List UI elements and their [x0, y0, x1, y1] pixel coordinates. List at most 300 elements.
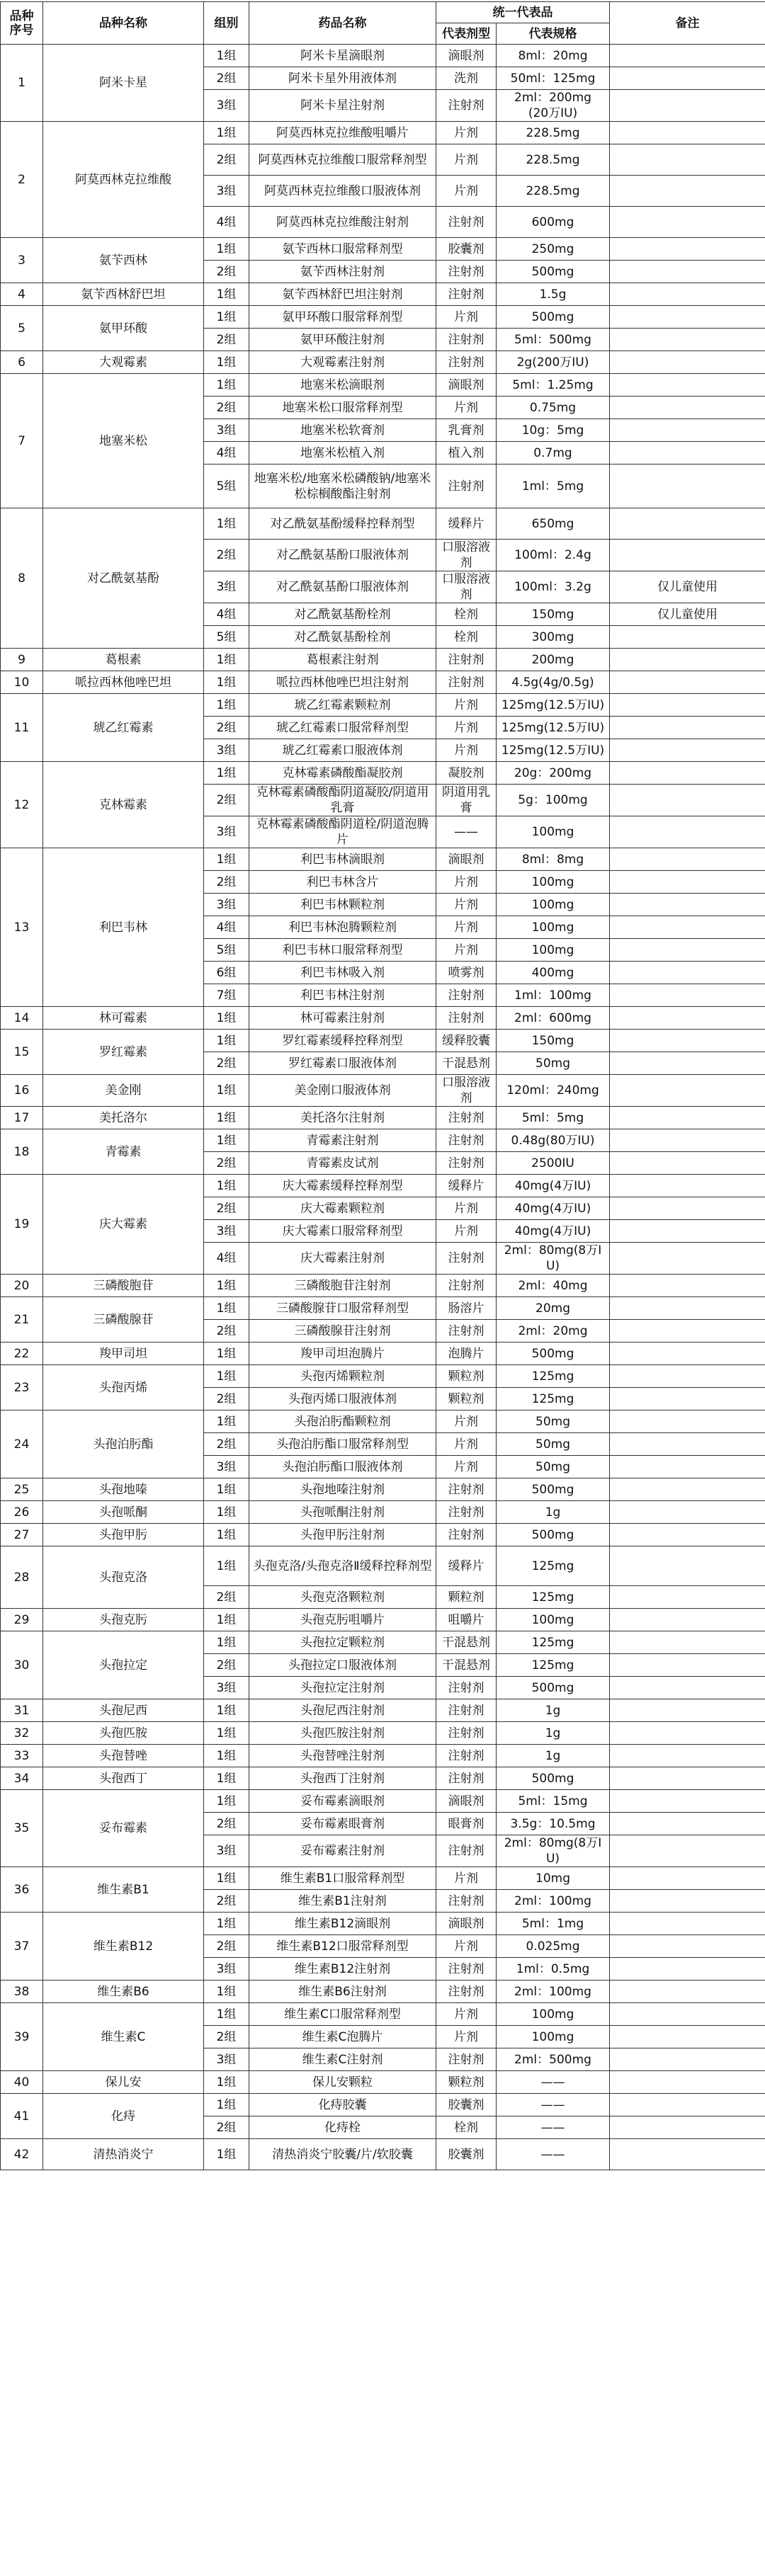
drug-name-cell: 阿米卡星滴眼剂 [249, 45, 436, 67]
variety-seq-cell: 11 [1, 694, 43, 762]
note-cell [610, 1546, 765, 1586]
dosage-form-cell: 片剂 [436, 939, 497, 962]
spec-cell: 500mg [497, 1478, 610, 1501]
variety-name-cell: 克林霉素 [43, 762, 204, 848]
table-row [1, 1790, 765, 1813]
drug-name-cell: 化痔栓 [249, 2116, 436, 2139]
drug-name-cell: 阿莫西林克拉维酸注射剂 [249, 207, 436, 238]
spec-cell: 150mg [497, 603, 610, 626]
note-cell [610, 1501, 765, 1524]
dosage-form-cell: 缓释片 [436, 1546, 497, 1586]
note-cell [610, 67, 765, 90]
spec-cell: 125mg [497, 1586, 610, 1609]
drug-name-cell: 林可霉素注射剂 [249, 1007, 436, 1030]
table-row [1, 1478, 765, 1501]
dosage-form-cell: 注射剂 [436, 1958, 497, 1981]
table-row [1, 1981, 765, 2003]
group-cell: 1组 [204, 1030, 249, 1052]
drug-name-cell: 头孢泊肟酯口服液体剂 [249, 1456, 436, 1478]
dosage-form-cell: 喷雾剂 [436, 962, 497, 984]
group-cell: 2组 [204, 2026, 249, 2048]
spec-cell: 228.5mg [497, 176, 610, 207]
variety-name-cell: 维生素B1 [43, 1867, 204, 1913]
spec-cell: 125mg(12.5万IU) [497, 694, 610, 717]
group-cell: 3组 [204, 90, 249, 122]
dosage-form-cell: 栓剂 [436, 626, 497, 649]
group-cell: 1组 [204, 2003, 249, 2026]
table-row [1, 848, 765, 871]
spec-cell: 2ml：600mg [497, 1007, 610, 1030]
variety-seq-cell: 42 [1, 2139, 43, 2170]
dosage-form-cell: 注射剂 [436, 1007, 497, 1030]
table-row [1, 374, 765, 397]
spec-cell: 5ml：5mg [497, 1107, 610, 1129]
note-cell [610, 1456, 765, 1478]
group-cell: 4组 [204, 916, 249, 939]
variety-name-cell: 大观霉素 [43, 351, 204, 374]
dosage-form-cell: 片剂 [436, 122, 497, 144]
note-cell [610, 122, 765, 144]
dosage-form-cell: 注射剂 [436, 1677, 497, 1699]
note-cell [610, 2003, 765, 2026]
drug-name-cell: 维生素B12注射剂 [249, 1958, 436, 1981]
header-note: 备注 [610, 2, 765, 45]
group-cell: 2组 [204, 1813, 249, 1835]
variety-name-cell: 利巴韦林 [43, 848, 204, 1007]
drug-name-cell: 三磷酸腺苷口服常释剂型 [249, 1297, 436, 1320]
note-cell [610, 1410, 765, 1433]
group-cell: 2组 [204, 261, 249, 283]
spec-cell: 10g：5mg [497, 419, 610, 442]
note-cell [610, 671, 765, 694]
drug-name-cell: 氨甲环酸注射剂 [249, 329, 436, 351]
drug-name-cell: 美金刚口服液体剂 [249, 1075, 436, 1107]
spec-cell: 20mg [497, 1297, 610, 1320]
group-cell: 1组 [204, 1478, 249, 1501]
dosage-form-cell: 片剂 [436, 1456, 497, 1478]
table-row [1, 1745, 765, 1767]
dosage-form-cell: 注射剂 [436, 1243, 497, 1275]
group-cell: 1组 [204, 1699, 249, 1722]
spec-cell: 1g [497, 1722, 610, 1745]
dosage-form-cell: 片剂 [436, 717, 497, 739]
note-cell [610, 816, 765, 848]
dosage-form-cell: 注射剂 [436, 329, 497, 351]
drug-name-cell: 头孢拉定口服液体剂 [249, 1654, 436, 1677]
spec-cell: 50mg [497, 1052, 610, 1075]
variety-seq-cell: 25 [1, 1478, 43, 1501]
spec-cell: 650mg [497, 508, 610, 540]
table-row [1, 1699, 765, 1722]
dosage-form-cell: 缓释胶囊 [436, 1030, 497, 1052]
table-row [1, 1609, 765, 1631]
group-cell: 1组 [204, 1501, 249, 1524]
group-cell: 1组 [204, 694, 249, 717]
group-cell: 6组 [204, 962, 249, 984]
spec-cell: 100ml：2.4g [497, 540, 610, 571]
dosage-form-cell: 注射剂 [436, 1835, 497, 1867]
spec-cell: 150mg [497, 1030, 610, 1052]
dosage-form-cell: 片剂 [436, 1197, 497, 1220]
group-cell: 2组 [204, 397, 249, 419]
note-cell [610, 45, 765, 67]
note-cell [610, 1745, 765, 1767]
variety-seq-cell: 5 [1, 306, 43, 351]
dosage-form-cell: 注射剂 [436, 2048, 497, 2071]
variety-name-cell: 哌拉西林他唑巴坦 [43, 671, 204, 694]
table-row [1, 671, 765, 694]
drug-name-cell: 头孢克肟咀嚼片 [249, 1609, 436, 1631]
dosage-form-cell: 口服溶液剂 [436, 1075, 497, 1107]
dosage-form-cell: 注射剂 [436, 1722, 497, 1745]
note-cell [610, 1343, 765, 1365]
spec-cell: 0.7mg [497, 442, 610, 465]
drug-name-cell: 头孢哌酮注射剂 [249, 1501, 436, 1524]
dosage-form-cell: 干混悬剂 [436, 1631, 497, 1654]
variety-name-cell: 地塞米松 [43, 374, 204, 508]
table-row [1, 1501, 765, 1524]
group-cell: 1组 [204, 1609, 249, 1631]
table-row [1, 2139, 765, 2170]
note-cell [610, 508, 765, 540]
dosage-form-cell: 注射剂 [436, 465, 497, 508]
variety-seq-cell: 22 [1, 1343, 43, 1365]
note-cell [610, 1243, 765, 1275]
group-cell: 3组 [204, 1958, 249, 1981]
variety-seq-cell: 7 [1, 374, 43, 508]
drug-name-cell: 头孢泊肟酯口服常释剂型 [249, 1433, 436, 1456]
variety-seq-cell: 37 [1, 1913, 43, 1981]
note-cell [610, 1586, 765, 1609]
table-row [1, 1275, 765, 1297]
spec-cell: 10mg [497, 1867, 610, 1890]
note-cell [610, 351, 765, 374]
drug-name-cell: 阿莫西林克拉维酸口服常释剂型 [249, 144, 436, 176]
drug-name-cell: 头孢克洛/头孢克洛Ⅱ缓释控释剂型 [249, 1546, 436, 1586]
drug-name-cell: 妥布霉素滴眼剂 [249, 1790, 436, 1813]
drug-name-cell: 对乙酰氨基酚口服液体剂 [249, 571, 436, 603]
dosage-form-cell: 滴眼剂 [436, 45, 497, 67]
spec-cell: 5ml：15mg [497, 1790, 610, 1813]
group-cell: 1组 [204, 508, 249, 540]
spec-cell: 120ml：240mg [497, 1075, 610, 1107]
drug-name-cell: 氨甲环酸口服常释剂型 [249, 306, 436, 329]
spec-cell: 2ml：100mg [497, 1981, 610, 2003]
dosage-form-cell: 注射剂 [436, 1524, 497, 1546]
group-cell: 1组 [204, 1175, 249, 1197]
variety-seq-cell: 33 [1, 1745, 43, 1767]
spec-cell: 0.75mg [497, 397, 610, 419]
spec-cell: 1g [497, 1501, 610, 1524]
spec-cell: 125mg [497, 1654, 610, 1677]
spec-cell: —— [497, 2116, 610, 2139]
table-row [1, 1767, 765, 1790]
drug-name-cell: 庆大霉素口服常释剂型 [249, 1220, 436, 1243]
spec-cell: 50mg [497, 1410, 610, 1433]
group-cell: 3组 [204, 1220, 249, 1243]
spec-cell: 125mg(12.5万IU) [497, 717, 610, 739]
drug-name-cell: 青霉素皮试剂 [249, 1152, 436, 1175]
variety-name-cell: 维生素B6 [43, 1981, 204, 2003]
group-cell: 1组 [204, 762, 249, 785]
dosage-form-cell: 注射剂 [436, 1129, 497, 1152]
spec-cell: 500mg [497, 1767, 610, 1790]
variety-seq-cell: 20 [1, 1275, 43, 1297]
group-cell: 1组 [204, 351, 249, 374]
table-row [1, 1007, 765, 1030]
note-cell [610, 1835, 765, 1867]
drug-name-cell: 头孢丙烯颗粒剂 [249, 1365, 436, 1388]
drug-name-cell: 头孢克洛颗粒剂 [249, 1586, 436, 1609]
note-cell [610, 939, 765, 962]
dosage-form-cell: 颗粒剂 [436, 1586, 497, 1609]
note-cell [610, 1631, 765, 1654]
variety-seq-cell: 13 [1, 848, 43, 1007]
group-cell: 1组 [204, 1007, 249, 1030]
spec-cell: 228.5mg [497, 144, 610, 176]
variety-seq-cell: 38 [1, 1981, 43, 2003]
table-row [1, 1175, 765, 1197]
spec-cell: 100mg [497, 894, 610, 916]
spec-cell: 200mg [497, 649, 610, 671]
group-cell: 2组 [204, 1433, 249, 1456]
note-cell: 仅儿童使用 [610, 603, 765, 626]
spec-cell: 5ml：1.25mg [497, 374, 610, 397]
variety-name-cell: 维生素B12 [43, 1913, 204, 1981]
spec-cell: 125mg(12.5万IU) [497, 739, 610, 762]
drug-name-cell: 青霉素注射剂 [249, 1129, 436, 1152]
note-cell [610, 1275, 765, 1297]
variety-seq-cell: 24 [1, 1410, 43, 1478]
dosage-form-cell: 片剂 [436, 1935, 497, 1958]
spec-cell: 4.5g(4g/0.5g) [497, 671, 610, 694]
note-cell [610, 894, 765, 916]
variety-name-cell: 林可霉素 [43, 1007, 204, 1030]
group-cell: 1组 [204, 1745, 249, 1767]
drug-name-cell: 罗红霉素口服液体剂 [249, 1052, 436, 1075]
note-cell [610, 2094, 765, 2116]
variety-seq-cell: 19 [1, 1175, 43, 1275]
group-cell: 2组 [204, 1586, 249, 1609]
drug-name-cell: 葛根素注射剂 [249, 649, 436, 671]
dosage-form-cell: 注射剂 [436, 1152, 497, 1175]
group-cell: 1组 [204, 1867, 249, 1890]
dosage-form-cell: 洗剂 [436, 67, 497, 90]
spec-cell: 125mg [497, 1546, 610, 1586]
group-cell: 2组 [204, 2116, 249, 2139]
group-cell: 1组 [204, 1075, 249, 1107]
table-row [1, 283, 765, 306]
group-cell: 3组 [204, 1835, 249, 1867]
group-cell: 1组 [204, 1913, 249, 1935]
dosage-form-cell: 注射剂 [436, 1478, 497, 1501]
drug-name-cell: 庆大霉素颗粒剂 [249, 1197, 436, 1220]
spec-cell: 100mg [497, 871, 610, 894]
dosage-form-cell: 注射剂 [436, 984, 497, 1007]
variety-seq-cell: 15 [1, 1030, 43, 1075]
table-row [1, 1365, 765, 1388]
variety-seq-cell: 36 [1, 1867, 43, 1913]
variety-seq-cell: 21 [1, 1297, 43, 1343]
drug-name-cell: 利巴韦林吸入剂 [249, 962, 436, 984]
dosage-form-cell: 注射剂 [436, 90, 497, 122]
drug-name-cell: 利巴韦林滴眼剂 [249, 848, 436, 871]
dosage-form-cell: 阴道用乳膏 [436, 785, 497, 816]
dosage-form-cell: 干混悬剂 [436, 1052, 497, 1075]
drug-name-cell: 利巴韦林泡腾颗粒剂 [249, 916, 436, 939]
dosage-form-cell: 注射剂 [436, 207, 497, 238]
spec-cell: 20g：200mg [497, 762, 610, 785]
drug-name-cell: 维生素B1口服常释剂型 [249, 1867, 436, 1890]
variety-seq-cell: 23 [1, 1365, 43, 1410]
drug-name-cell: 地塞米松口服常释剂型 [249, 397, 436, 419]
note-cell [610, 1790, 765, 1813]
spec-cell: 500mg [497, 1524, 610, 1546]
dosage-form-cell: 栓剂 [436, 603, 497, 626]
variety-seq-cell: 26 [1, 1501, 43, 1524]
dosage-form-cell: 注射剂 [436, 351, 497, 374]
header-ref: 统一代表品 [436, 2, 610, 23]
note-cell [610, 1152, 765, 1175]
group-cell: 3组 [204, 2048, 249, 2071]
note-cell [610, 1007, 765, 1030]
variety-name-cell: 保儿安 [43, 2071, 204, 2094]
group-cell: 3组 [204, 894, 249, 916]
table-row [1, 45, 765, 67]
variety-seq-cell: 41 [1, 2094, 43, 2139]
drug-name-cell: 对乙酰氨基酚口服液体剂 [249, 540, 436, 571]
note-cell [610, 1699, 765, 1722]
note-cell [610, 1867, 765, 1890]
variety-name-cell: 头孢匹胺 [43, 1722, 204, 1745]
dosage-form-cell: 注射剂 [436, 1107, 497, 1129]
dosage-form-cell: 口服溶液剂 [436, 571, 497, 603]
dosage-form-cell: 注射剂 [436, 649, 497, 671]
header-form: 代表剂型 [436, 23, 497, 45]
table-row [1, 1631, 765, 1654]
note-cell [610, 1030, 765, 1052]
note-cell [610, 1890, 765, 1913]
drug-name-cell: 氨苄西林舒巴坦注射剂 [249, 283, 436, 306]
dosage-form-cell: 口服溶液剂 [436, 540, 497, 571]
dosage-form-cell: 片剂 [436, 894, 497, 916]
note-cell [610, 1609, 765, 1631]
spec-cell: 50ml：125mg [497, 67, 610, 90]
spec-cell: 8ml：20mg [497, 45, 610, 67]
dosage-form-cell: 胶囊剂 [436, 238, 497, 261]
spec-cell: 100mg [497, 816, 610, 848]
drug-name-cell: 维生素B12滴眼剂 [249, 1913, 436, 1935]
dosage-form-cell: 泡腾片 [436, 1343, 497, 1365]
spec-cell: 100mg [497, 2026, 610, 2048]
variety-name-cell: 琥乙红霉素 [43, 694, 204, 762]
spec-cell: 2ml：40mg [497, 1275, 610, 1297]
group-cell: 3组 [204, 571, 249, 603]
note-cell [610, 1220, 765, 1243]
dosage-form-cell: 片剂 [436, 397, 497, 419]
note-cell [610, 374, 765, 397]
variety-seq-cell: 1 [1, 45, 43, 122]
table-row [1, 1410, 765, 1433]
group-cell: 1组 [204, 283, 249, 306]
table-row [1, 694, 765, 717]
note-cell [610, 2116, 765, 2139]
group-cell: 2组 [204, 67, 249, 90]
note-cell [610, 261, 765, 283]
drug-name-cell: 庆大霉素缓释控释剂型 [249, 1175, 436, 1197]
note-cell [610, 397, 765, 419]
spec-cell: 2g(200万IU) [497, 351, 610, 374]
dosage-form-cell: 肠溶片 [436, 1297, 497, 1320]
spec-cell: 250mg [497, 238, 610, 261]
header-spec: 代表规格 [497, 23, 610, 45]
dosage-form-cell: 干混悬剂 [436, 1654, 497, 1677]
group-cell: 5组 [204, 465, 249, 508]
group-cell: 3组 [204, 1456, 249, 1478]
drug-name-cell: 头孢泊肟酯颗粒剂 [249, 1410, 436, 1433]
drug-name-cell: 对乙酰氨基酚栓剂 [249, 603, 436, 626]
variety-seq-cell: 16 [1, 1075, 43, 1107]
group-cell: 1组 [204, 238, 249, 261]
spec-cell: 400mg [497, 962, 610, 984]
spec-cell: 2ml：500mg [497, 2048, 610, 2071]
group-cell: 7组 [204, 984, 249, 1007]
note-cell [610, 90, 765, 122]
variety-name-cell: 头孢西丁 [43, 1767, 204, 1790]
dosage-form-cell: 颗粒剂 [436, 2071, 497, 2094]
spec-cell: 100ml：3.2g [497, 571, 610, 603]
spec-cell: 5ml：500mg [497, 329, 610, 351]
note-cell [610, 1478, 765, 1501]
drug-name-cell: 羧甲司坦泡腾片 [249, 1343, 436, 1365]
drug-name-cell: 琥乙红霉素口服常释剂型 [249, 717, 436, 739]
spec-cell: 1.5g [497, 283, 610, 306]
table-row [1, 306, 765, 329]
drug-name-cell: 三磷酸腺苷注射剂 [249, 1320, 436, 1343]
dosage-form-cell: 片剂 [436, 1433, 497, 1456]
variety-name-cell: 氨苄西林舒巴坦 [43, 283, 204, 306]
header-row-1 [1, 2, 765, 23]
spec-cell: 1g [497, 1745, 610, 1767]
variety-seq-cell: 32 [1, 1722, 43, 1745]
variety-name-cell: 妥布霉素 [43, 1790, 204, 1867]
dosage-form-cell: 注射剂 [436, 1890, 497, 1913]
dosage-form-cell: 片剂 [436, 176, 497, 207]
drug-name-cell: 头孢匹胺注射剂 [249, 1722, 436, 1745]
drug-name-cell: 庆大霉素注射剂 [249, 1243, 436, 1275]
note-cell [610, 1767, 765, 1790]
dosage-form-cell: 眼膏剂 [436, 1813, 497, 1835]
drug-name-cell: 阿莫西林克拉维酸口服液体剂 [249, 176, 436, 207]
variety-name-cell: 氨甲环酸 [43, 306, 204, 351]
drug-name-cell: 维生素B6注射剂 [249, 1981, 436, 2003]
variety-name-cell: 氨苄西林 [43, 238, 204, 283]
note-cell [610, 1654, 765, 1677]
group-cell: 1组 [204, 1275, 249, 1297]
spec-cell: 100mg [497, 2003, 610, 2026]
drug-name-cell: 三磷酸胞苷注射剂 [249, 1275, 436, 1297]
note-cell [610, 442, 765, 465]
drug-name-cell: 氨苄西林口服常释剂型 [249, 238, 436, 261]
header-group: 组别 [204, 2, 249, 45]
drug-name-cell: 头孢地嗪注射剂 [249, 1478, 436, 1501]
group-cell: 1组 [204, 1981, 249, 2003]
note-cell [610, 1524, 765, 1546]
spec-cell: 8ml：8mg [497, 848, 610, 871]
header-seq: 品种 序号 [1, 2, 43, 45]
table-row [1, 1722, 765, 1745]
spec-cell: 3.5g：10.5mg [497, 1813, 610, 1835]
